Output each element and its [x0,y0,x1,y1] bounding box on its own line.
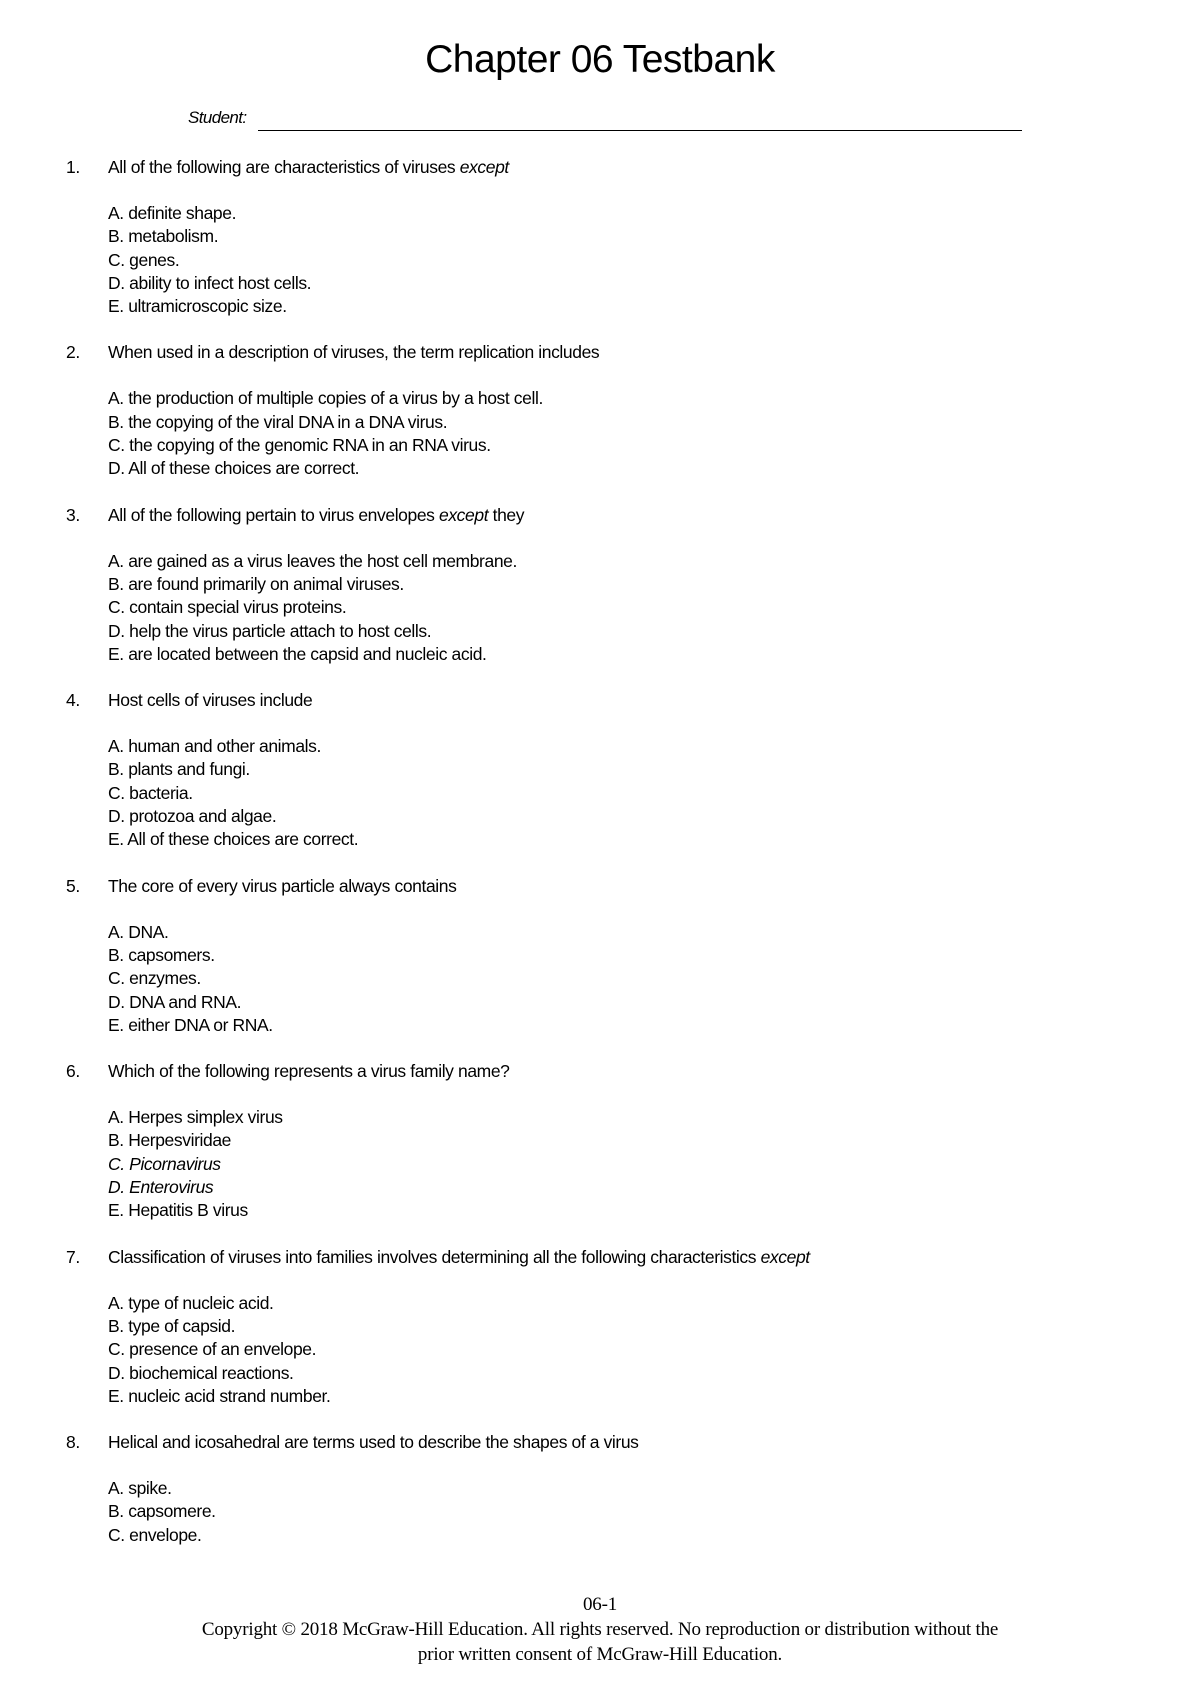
answer-option [108,249,1200,272]
question-number: 7. [66,1246,80,1267]
option-letter: A. [108,550,124,571]
option-text: metabolism. [128,226,219,247]
answer-option [108,805,1200,828]
option-letter: E. [108,296,124,317]
option-text: Herpes simplex virus [128,1107,283,1128]
question-text [108,1245,810,1269]
option-text: capsomere. [128,1501,216,1522]
answer-option [108,411,1200,434]
answer-option [108,434,1200,457]
answer-option [108,272,1200,295]
option-letter: B. [108,1501,124,1522]
option-letter: C. [108,249,125,270]
option-text: definite shape. [128,203,237,223]
answer-option [108,550,1200,573]
option-letter: D. [108,1362,125,1383]
option-letter: A. [108,736,124,757]
option-letter: A. [108,203,124,223]
option-letter: C. [108,968,125,989]
question-emphasis: except [760,1246,810,1267]
option-letter: B. [108,1130,124,1151]
answer-option [108,457,1200,480]
option-text: the production of multiple copies of a virus by a host cell. [128,388,543,409]
option-text: biochemical reactions. [129,1362,294,1383]
question-number: 8. [66,1432,80,1453]
answer-option [108,1292,1200,1315]
option-text: human and other animals. [128,736,321,757]
answer-option [108,1153,1200,1176]
question-text [108,1059,510,1083]
option-letter: C. [108,782,125,803]
question-stem-end: they [488,504,525,525]
option-letter: B. [108,944,124,965]
answer-option [108,1477,1200,1500]
option-text: bacteria. [129,782,193,803]
page-title: Chapter 06 Testbank [425,38,775,81]
question [0,874,1200,1037]
question [0,1059,1200,1222]
option-letter: A. [108,1107,124,1128]
option-text: protozoa and algae. [129,806,277,827]
answer-option [108,967,1200,990]
answer-option [108,758,1200,781]
question-text [108,874,456,898]
question-text [108,155,509,179]
question-list [0,155,1200,1569]
answer-option [108,1106,1200,1129]
page-number: 06-1 [582,1594,618,1615]
answer-option [108,991,1200,1014]
question-stem: Classification of viruses into families involves determining all the following characteristics [108,1246,761,1267]
answer-option [108,1385,1200,1408]
answer-option [108,1129,1200,1152]
question-emphasis: except [439,504,489,525]
question-text [108,503,524,527]
option-letter: D. [108,806,125,827]
option-letter: E. [108,1385,124,1406]
answer-option [108,1199,1200,1222]
option-text: capsomers. [128,944,215,965]
option-letter: B. [108,226,124,247]
question-number: 6. [66,1061,80,1082]
question-number: 4. [66,690,80,711]
answer-option [108,1362,1200,1385]
question-text [108,340,599,364]
question [0,155,1200,318]
question [0,1245,1200,1408]
option-text: DNA and RNA. [129,991,242,1012]
question [0,1430,1200,1547]
option-letter: C. [108,1524,125,1545]
answer-option [108,620,1200,643]
answer-option [108,202,1200,225]
answer-option [108,782,1200,805]
question-stem: All of the following pertain to virus envelopes [108,504,439,525]
option-letter: D. [108,991,125,1012]
question-text [108,1430,639,1454]
option-text: All of these choices are correct. [128,458,360,479]
option-letter: B. [108,573,124,594]
question-stem: Host cells of viruses include [108,690,313,711]
student-name-line [258,130,1022,131]
option-letter: C. [108,597,125,618]
answer-option [108,596,1200,619]
page-footer [0,1592,1200,1667]
question [0,503,1200,666]
answer-option [108,921,1200,944]
answer-option [108,1500,1200,1523]
question-number: 2. [66,342,80,363]
option-text: nucleic acid strand number. [128,1385,331,1406]
answer-option [108,735,1200,758]
option-letter: B. [108,411,124,432]
option-text: envelope. [129,1524,202,1545]
question [0,340,1200,480]
option-letter: A. [108,388,124,409]
option-letter: D. [108,272,125,293]
option-letter: B. [108,759,124,780]
option-letter: A. [108,1292,124,1313]
answer-option [108,1176,1200,1199]
option-letter: C. [108,1339,125,1360]
answer-option [108,573,1200,596]
copyright-line-1: Copyright © 2018 McGraw-Hill Education. All rights reserved. No reproduction or distribution without the [201,1619,999,1640]
copyright-line-2: prior written consent of McGraw-Hill Education. [417,1644,783,1665]
question [0,688,1200,851]
option-letter: D. [108,620,125,641]
option-text: the copying of the genomic RNA in an RNA virus. [129,435,491,456]
option-letter: E. [108,1200,124,1221]
option-text: type of capsid. [128,1315,236,1336]
answer-option [108,944,1200,967]
option-letter: C. [108,435,125,456]
option-text: All of these choices are correct. [127,829,359,850]
option-text: either DNA or RNA. [128,1014,273,1035]
answer-option [108,387,1200,410]
question-stem: Which of the following represents a virus family name? [108,1061,510,1082]
answer-option [108,828,1200,851]
question-stem: Helical and icosahedral are terms used to describe the shapes of a virus [108,1432,639,1453]
option-text: presence of an envelope. [129,1339,317,1360]
option-text: are located between the capsid and nucleic acid. [128,643,487,664]
option-text: enzymes. [129,968,201,989]
option-text: ultramicroscopic size. [128,296,287,317]
answer-option [108,1315,1200,1338]
question-number: 1. [66,157,80,177]
question-stem: All of the following are characteristics of viruses [108,157,460,177]
answer-option [108,295,1200,318]
answer-option [108,1014,1200,1037]
option-text: help the virus particle attach to host cells. [129,620,432,641]
option-text: are gained as a virus leaves the host cell membrane. [128,550,517,571]
option-letter: C. [108,1153,125,1174]
option-text: contain special virus proteins. [129,597,347,618]
option-text: are found primarily on animal viruses. [128,573,404,594]
answer-option [108,1524,1200,1547]
question-number: 3. [66,504,80,525]
question-emphasis: except [459,157,509,177]
option-text: genes. [129,249,180,270]
option-text: the copying of the viral DNA in a DNA virus. [128,411,448,432]
question-text [108,688,312,712]
option-letter: B. [108,1315,124,1336]
question-stem: The core of every virus particle always contains [108,875,457,896]
option-letter: E. [108,829,124,850]
option-text: plants and fungi. [128,759,250,780]
option-letter: A. [108,1478,124,1499]
option-text: Hepatitis B virus [128,1200,248,1221]
question-number: 5. [66,875,80,896]
question-stem: When used in a description of viruses, the term replication includes [108,342,600,363]
option-text: Herpesviridae [128,1130,231,1151]
option-letter: E. [108,1014,124,1035]
option-text: DNA. [128,921,169,942]
answer-option [108,643,1200,666]
option-text: Picornavirus [129,1153,221,1174]
option-text: type of nucleic acid. [128,1292,274,1313]
option-letter: E. [108,643,124,664]
option-letter: D. [108,1177,125,1198]
option-letter: D. [108,458,125,479]
option-text: spike. [128,1478,172,1499]
student-label: Student: [188,108,247,127]
answer-option [108,225,1200,248]
option-letter: A. [108,921,124,942]
option-text: Enterovirus [129,1177,214,1198]
option-text: ability to infect host cells. [129,272,312,293]
answer-option [108,1338,1200,1361]
